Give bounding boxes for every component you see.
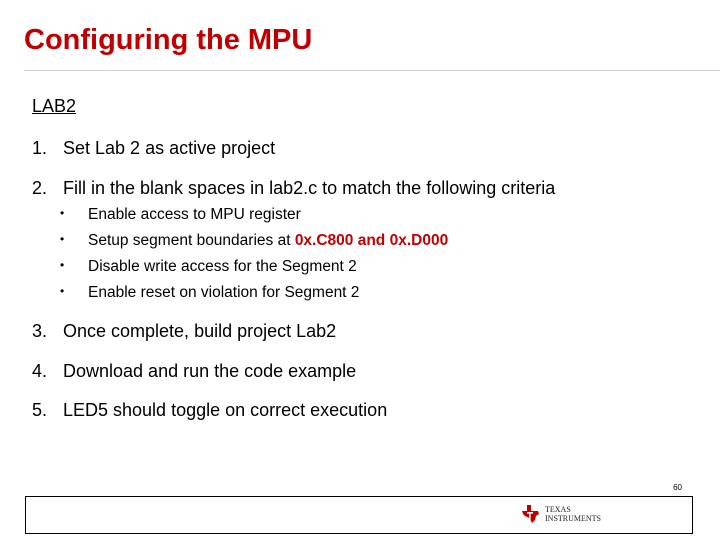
step-text: Fill in the blank spaces in lab2.c to match the following criteria [63, 178, 556, 198]
step-text: Download and run the code example [63, 361, 357, 381]
step-4 [32, 361, 356, 382]
lab-heading: LAB2 [32, 96, 77, 116]
logo-wordmark [545, 505, 601, 523]
logo-line-2: INSTRUMENTS [545, 514, 602, 523]
logo-line-1: TEXAS [545, 505, 571, 514]
texas-instruments-logo [521, 504, 601, 524]
step-text: LED5 should toggle on correct execution [63, 400, 388, 420]
bullet-item [60, 206, 301, 224]
step-2 [32, 178, 555, 199]
bullet-item [60, 284, 359, 302]
bullet-icon: • [60, 284, 65, 298]
step-text: Set Lab 2 as active project [63, 138, 276, 158]
step-number: 3. [32, 321, 48, 341]
step-number: 2. [32, 178, 48, 198]
bullet-text: Disable write access for the Segment 2 [88, 258, 357, 275]
title-divider [24, 70, 720, 71]
bullet-text: Setup segment boundaries at [88, 232, 295, 249]
step-5 [32, 400, 387, 421]
step-number: 4. [32, 361, 48, 381]
bullet-text: Enable reset on violation for Segment 2 [88, 284, 360, 301]
bullet-icon: • [60, 258, 65, 272]
bullet-item [60, 258, 357, 276]
bullet-icon: • [60, 232, 65, 246]
step-number: 1. [32, 138, 48, 158]
slide-title: Configuring the MPU [24, 24, 313, 56]
step-number: 5. [32, 400, 48, 420]
step-text: Once complete, build project Lab2 [63, 321, 337, 341]
bullet-icon: • [60, 206, 65, 220]
page-number: 60 [673, 483, 682, 492]
bullet-highlight: 0x.C800 and 0x.D000 [294, 232, 449, 249]
bullet-item [60, 232, 448, 250]
step-3 [32, 321, 336, 342]
step-1 [32, 138, 275, 159]
bullet-text: Enable access to MPU register [88, 206, 301, 223]
texas-state-icon [521, 504, 541, 524]
